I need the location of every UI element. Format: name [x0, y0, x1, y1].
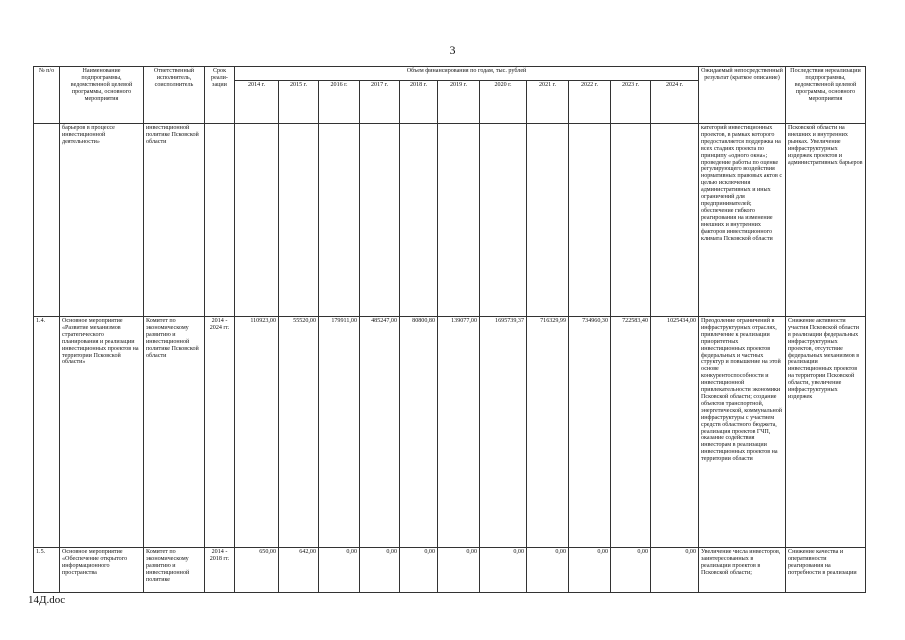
program-table [33, 66, 866, 593]
row-num: 1.5. [34, 548, 60, 593]
row-value [480, 124, 527, 317]
row-consequence: Снижение активности участия Псковской области в реализации федеральных инфраструктурных проектов, отсутствие федеральных механизмов в реализации инвестиционных проектов на территории Псковской области, увеличение инфраструктурных издержек [786, 317, 866, 548]
row-name: Основное мероприятие «Обеспечение открытого информационного пространства [60, 548, 144, 593]
header-year: 2020 г. [480, 81, 527, 124]
row-value: 1695739,37 [480, 317, 527, 548]
row-num [34, 124, 60, 317]
row-term: 2014 - 2018 гг. [205, 548, 235, 593]
row-value [438, 124, 480, 317]
row-value: 80800,80 [400, 317, 438, 548]
header-year: 2016 г. [319, 81, 360, 124]
row-value: 179911,00 [319, 317, 360, 548]
row-value: 0,00 [480, 548, 527, 593]
row-value: 0,00 [611, 548, 651, 593]
page-number: 3 [449, 43, 456, 57]
row-value: 722583,40 [611, 317, 651, 548]
table-row [34, 317, 866, 548]
row-term [205, 124, 235, 317]
row-value [360, 124, 400, 317]
row-value: 0,00 [360, 548, 400, 593]
row-value: 110923,00 [235, 317, 279, 548]
row-value: 0,00 [400, 548, 438, 593]
row-value [235, 124, 279, 317]
row-value: 650,00 [235, 548, 279, 593]
header-responsible: Ответственный исполнитель, соисполнитель [144, 67, 205, 124]
header-year: 2023 г. [611, 81, 651, 124]
header-consequence: Последствия нереализации подпрограммы, ведомственной целевой программы, основного мероприятия [786, 67, 866, 124]
row-value [651, 124, 699, 317]
row-result: Увеличение числа инвесторов, заинтересованных в реализации проектов в Псковской области; [699, 548, 786, 593]
row-value [279, 124, 319, 317]
row-value [527, 124, 569, 317]
row-name: барьеров в процессе инвестиционной деятельности» [60, 124, 144, 317]
row-term: 2014 - 2024 гг. [205, 317, 235, 548]
row-consequence: Снижение качества и оперативности реагирования на потребности в реализации [786, 548, 866, 593]
row-responsible: Комитет по экономическому развитию и инвестиционной политике Псковской области [144, 317, 205, 548]
footer-filename: 14Д.doc [28, 594, 66, 606]
header-result: Ожидаемый непосредственный результат (краткое описание) [699, 67, 786, 124]
row-responsible: инвестиционной политике Псковской области [144, 124, 205, 317]
row-value [611, 124, 651, 317]
header-year: 2014 г. [235, 81, 279, 124]
row-value: 0,00 [651, 548, 699, 593]
row-value: 485247,00 [360, 317, 400, 548]
header-row [34, 67, 866, 81]
header-year: 2015 г. [279, 81, 319, 124]
header-year: 2017 г. [360, 81, 400, 124]
table-row [34, 548, 866, 593]
header-term: Срок реали-зации [205, 67, 235, 124]
row-value: 642,00 [279, 548, 319, 593]
header-year: 2021 г. [527, 81, 569, 124]
header-year: 2019 г. [438, 81, 480, 124]
header-year: 2022 г. [569, 81, 611, 124]
header-name: Наименование подпрограммы, ведомственной целевой программы, основного мероприятия [60, 67, 144, 124]
header-funding: Объем финансирования по годам, тыс. рублей [235, 67, 699, 81]
row-value: 55520,00 [279, 317, 319, 548]
row-value [569, 124, 611, 317]
row-value: 0,00 [527, 548, 569, 593]
row-result: Преодоление ограничений в инфраструктурных отраслях, привлечение к реализации приоритетных инвестиционных проектов федеральных и частных структур и повышение на этой основе конкурентоспособности и инвестиционной привлекательности экономики Псковской области; создание объектов транспортной, энергетической, коммунальной инфраструктуры с участием средств областного бюджета, реализация проектов ГЧП, оказание содействия инвесторам в реализации инвестиционных проектов на территории области [699, 317, 786, 548]
header-num: № п/о [34, 67, 60, 124]
row-value [400, 124, 438, 317]
row-num: 1.4. [34, 317, 60, 548]
row-result: категорий инвестиционных проектов, в рамках которого предоставляется поддержка на всех стадиях проекта по принципу «одного окна»; проведение работы по оценке регулирующего воздействия нормативных правовых актов с целью исключения административных и иных ограничений для предпринимателей; обеспечение гибкого реагирования на изменение внешних и внутренних факторов инвестиционного климата Псковской области [699, 124, 786, 317]
row-value: 0,00 [569, 548, 611, 593]
row-name: Основное мероприятие «Развитие механизмов стратегического планирования и реализации инвестиционных проектов на территории Псковской области» [60, 317, 144, 548]
header-year: 2018 г. [400, 81, 438, 124]
row-value: 0,00 [438, 548, 480, 593]
row-consequence: Псковской области на внешних и внутренних рынках. Увеличение инфраструктурных издержек проектов и административных барьеров [786, 124, 866, 317]
row-value [319, 124, 360, 317]
table-row [34, 124, 866, 317]
row-value: 716329,99 [527, 317, 569, 548]
header-year: 2024 г. [651, 81, 699, 124]
row-responsible: Комитет по экономическому развитию и инвестиционной политике [144, 548, 205, 593]
row-value: 139077,00 [438, 317, 480, 548]
row-value: 734960,30 [569, 317, 611, 548]
row-value: 0,00 [319, 548, 360, 593]
row-value: 1025434,00 [651, 317, 699, 548]
